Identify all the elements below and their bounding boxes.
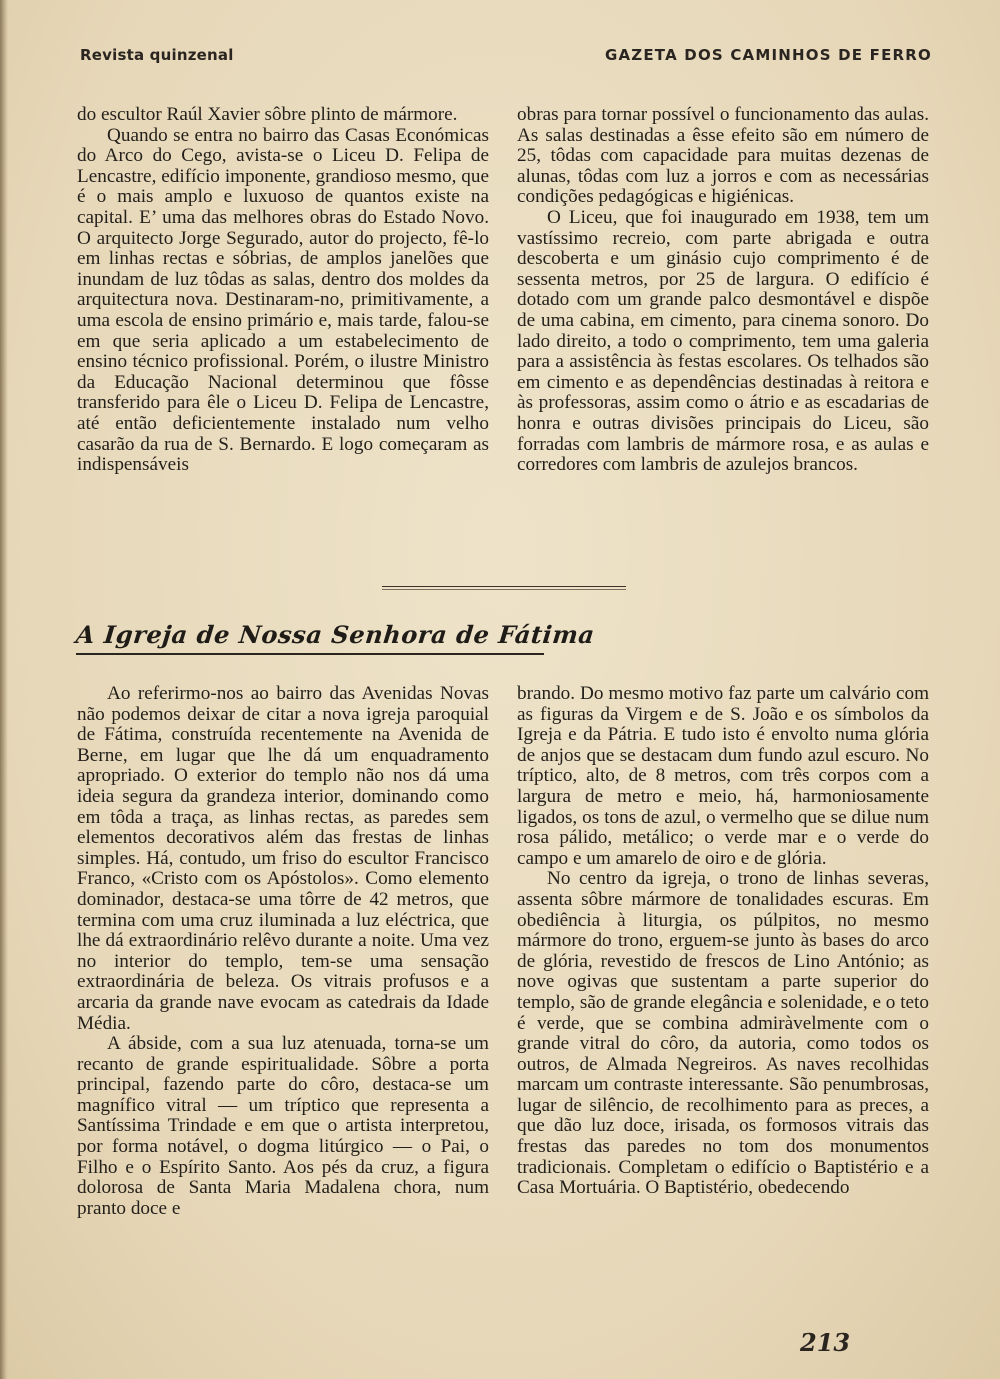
page-number: 213	[800, 1328, 851, 1357]
paragraph: Ao referirmo-nos ao bairro das Avenidas Novas não podemos deixar de citar a nova igreja paroquial de Fátima, construída recentemente na Avenida de Berne, em lugar que lhe dá um enquadramento apropriado. O exterior do templo não nos dá uma ideia segura da grandeza interior, dominando como em tôda a traça, as linhas rectas, as paredes sem elementos decorativos além das frestas de linhas simples. Há, contudo, um friso do escultor Francisco Franco, «Cristo com os Apóstolos». Como elemento dominador, destaca-se uma tôrre de 42 metros, que termina com uma cruz iluminada a luz eléctrica, que lhe dá extraordinário relêvo durante a noite. Uma vez no interior do templo, tem-se uma sensação extraordinária de beleza. Os vitrais profusos e a arcaria da grande nave evocam as catedrais da Idade Média.	[77, 683, 489, 1034]
column-top-right	[517, 105, 929, 476]
column-bottom-left	[77, 684, 489, 1219]
paragraph: O Liceu, que foi inaugurado em 1938, tem um vastíssimo recreio, com parte abrigada e outra descoberta e um ginásio cujo comprimento é de sessenta metros, por 25 de largura. O edifício é dotado com um grande palco desmontável e dispõe de uma cabina, em cimento, para cinema sonoro. Do lado direito, a todo o comprimento, tem uma galeria para a assistência às festas escolares. Os telhados são em cimento e as dependências destinadas à reitora e às professoras, assim como o átrio e as escadarias de honra e outras divisões principais do Liceu, são forradas com lambris de mármore rosa, e as aulas e corredores com lambris de azulejos brancos.	[517, 206, 929, 476]
paragraph: do escultor Raúl Xavier sôbre plinto de mármore.	[77, 104, 458, 125]
column-bottom-right	[517, 684, 929, 1199]
running-header-right: GAZETA DOS CAMINHOS DE FERRO	[604, 46, 932, 64]
section-title: A Igreja de Nossa Senhora de Fátima	[74, 620, 597, 649]
running-header-left: Revista quinzenal	[80, 46, 234, 64]
paragraph: brando. Do mesmo motivo faz parte um calvário com as figuras da Virgem e de S. João e os símbolos da Igreja e da Pátria. E tudo isto é envolto numa glória de anjos que se destacam dum fundo azul escuro. No tríptico, alto, de 8 metros, com três corpos com a largura de metro e meio, há, harmoniosamente ligados, os tons de azul, o vermelho que se dilue num rosa pálido, metálico; o verde mar e o verde do campo e um amarelo de oiro e de glória.	[517, 683, 929, 869]
paragraph: obras para tornar possível o funcionamento das aulas. As salas destinadas a êsse efeito são em número de 25, tôdas com capacidade para muitas dezenas de alunas, tôdas com luz a jorros e com as necessárias condições pedagógicas e higiénicas.	[517, 104, 929, 208]
paragraph: A ábside, com a sua luz atenuada, torna-se um recanto de grande espiritualidade. Sôbre a porta principal, fazendo parte do côro, destaca-se um magnífico vitral — um tríptico que representa a Santíssima Trindade e em que o artista interpretou, por forma notável, o dogma litúrgico — o Pai, o Filho e o Espírito Santo. Aos pés da cruz, a figura dolorosa de Santa Maria Madalena chora, num pranto doce e	[77, 1033, 489, 1219]
column-top-left	[77, 105, 489, 476]
section-divider	[382, 586, 626, 590]
paragraph: No centro da igreja, o trono de linhas severas, assenta sôbre mármore de tonalidades escuras. Em obediência à liturgia, os púlpitos, no mesmo mármore do trono, erguem-se junto às bases do arco de glória, revestido de frescos de Lino António; as nove ogivas que sustentam a parte superior do templo, são de grande elegância e solenidade, e o teto é verde, que se combina admiràvelmente com o grande vitral do côro, da autoria, como todos os outros, de Almada Negreiros. As naves recolhidas marcam um contraste interessante. São penumbrosas, lugar de silêncio, de recolhimento para as preces, a que dão luz doce, irisada, os formosos vitrais das frestas das paredes no tom dos monumentos tradicionais. Completam o edifício o Baptistério e a Casa Mortuária. O Baptistério, obedecendo	[517, 868, 929, 1199]
paragraph: Quando se entra no bairro das Casas Económicas do Arco do Cego, avista-se o Liceu D. Felipa de Lencastre, edifício imponente, grandioso mesmo, que é o mais amplo e luxuoso de quantos existe na capital. E’ uma das melhores obras do Estado Novo. O arquitecto Jorge Segurado, autor do projecto, fê-lo em linhas rectas e sóbrias, de amplos janelões que inundam de luz tôdas as salas, dentro dos moldes da arquitectura nova. Destinaram-no, primitivamente, a uma escola de ensino primário e, mais tarde, falou-se em que seria aplicado a um estabelecimento de ensino técnico profissional. Porém, o ilustre Ministro da Educação Nacional determinou que fôsse transferido para êle o Liceu D. Felipa de Lencastre, até então deficientemente instalado num velho casarão da rua de S. Bernardo. E logo começaram as indispensáveis	[77, 124, 489, 476]
page-spine-shadow	[0, 0, 8, 1379]
title-underline	[76, 653, 544, 655]
